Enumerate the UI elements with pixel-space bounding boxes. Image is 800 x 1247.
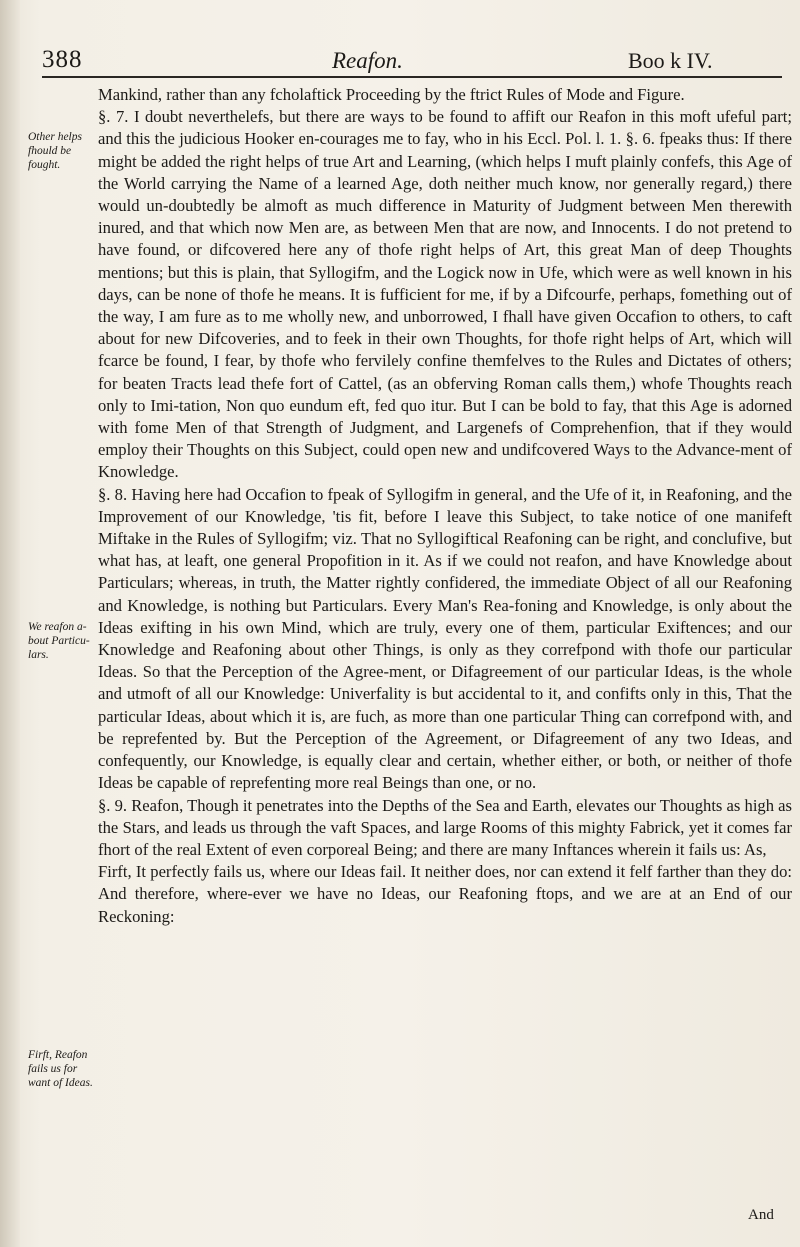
page-gutter (0, 0, 20, 1247)
paragraph-1: Mankind, rather than any fcholaftick Proceeding by the ftrict Rules of Mode and Figure. (98, 85, 685, 104)
margin-note-particulars: We reafon a-bout Particu-lars. (28, 621, 90, 661)
catchword: And (748, 1207, 774, 1223)
margin-note-reason-fails: Firft, Reafon fails us for want of Ideas. (28, 1049, 93, 1089)
paragraph-section-8: §. 8. Having here had Occafion to fpeak of Syllogifm in general, and the Ufe of it, in Reafoning, and the Improvement of our Knowledge, 'tis fit, before I leave this Subject, to take notice of one manifeft Miftake in the Rules of Syllogifm; viz. That no Syllogiftical Reafoning can be right, and conclufive, but what has, at leaft, one general Propofition in it. As if we could not reafon, and have Knowledge about Particulars; whereas, in truth, the Matter rightly confidered, the immediate Object of all our Reafoning and Knowledge, is nothing but Particulars. Every Man's Rea-foning and Knowledge, is only about the Ideas exifting in his own Mind, which are truly, every one of them, particular Exiftences; and our Knowledge and Reafoning about other Things, is only as they correfpond with thofe our particular Ideas. So that the Perception of the Agree-ment, or Difagreement of our particular Ideas, is the whole and utmoft of all our Knowledge: Univerfality is but accidental to it, and confifts only in this, That the particular Ideas, about which it is, are fuch, as more than one particular Thing can correfpond with, and be reprefented by. But the Perception of the Agreement, or Difagreement of any two Ideas, and confequently, our Knowledge, is equally clear and certain, whether either, or both, or neither of thofe Ideas be capable of reprefenting more real Beings than one, or no. (98, 484, 792, 793)
paragraph-first: Firft, It perfectly fails us, where our Ideas fail. It neither does, nor can extend it felf farther than they do: And therefore, where-ever we have no Ideas, our Reafoning ftops, and we are at an End of our Reckoning: (98, 862, 792, 926)
header-rule (42, 76, 782, 78)
book-label: Boo k IV. (628, 48, 713, 73)
running-title: Reafon. (332, 48, 403, 73)
page-number: 388 (42, 46, 83, 73)
margin-note-other-helps: Other helps fhould be fought. (28, 131, 82, 171)
running-header (42, 40, 782, 80)
paragraph-section-7: §. 7. I doubt neverthelefs, but there are ways to be found to affift our Reafon in this moft ufeful part; and this the judicious Hooker en-courages me to fay, who in his Eccl. Pol. l. 1. §. 6. fpeaks thus: If there might be added the right helps of true Art and Learning, (which helps I muft plainly confefs, this Age of the World carrying the Name of a learned Age, doth neither much know, nor generally regard,) there would un-doubtedly be almoft as much difference in Maturity of Judgment between Men therewith inured, and that which now Men are, as between Men that are now, and Innocents. I do not pretend to have found, or difcovered here any of thofe right helps of Art, this great Man of deep Thoughts mentions; but this is plain, that Syllogifm, and the Logick now in Ufe, which were as well known in his days, can be none of thofe he means. It is fufficient for me, if by a Difcourfe, perhaps, fomething out of the way, I am fure as to me wholly new, and unborrowed, I fhall have given Occafion to others, to caft about for new Difcoveries, and to feek in their own Thoughts, for thofe right helps of Art, which will fcarce be found, I fear, by thofe who fervilely confine themfelves to the Rules and Dictates of others; for beaten Tracts lead thefe fort of Cattel, (as an obferving Roman calls them,) whofe Thoughts reach only to Imi-tation, Non quo eundum eft, fed quo itur. But I can be bold to fay, that this Age is adorned with fome Men of that Strength of Judgment, and Largenefs of Comprehenfion, that if they would employ their Thoughts on this Subject, could open new and undifcovered Ways to the Advance-ment of Knowledge. (98, 107, 792, 482)
paragraph-section-9: §. 9. Reafon, Though it penetrates into the Depths of the Sea and Earth, elevates our Thoughts as high as the Stars, and leads us through the vaft Spaces, and large Rooms of this mighty Fabrick, yet it comes far fhort of the real Extent of even corporeal Being; and there are many Inftances wherein it fails us: As, (98, 795, 792, 859)
body-text (98, 84, 792, 928)
